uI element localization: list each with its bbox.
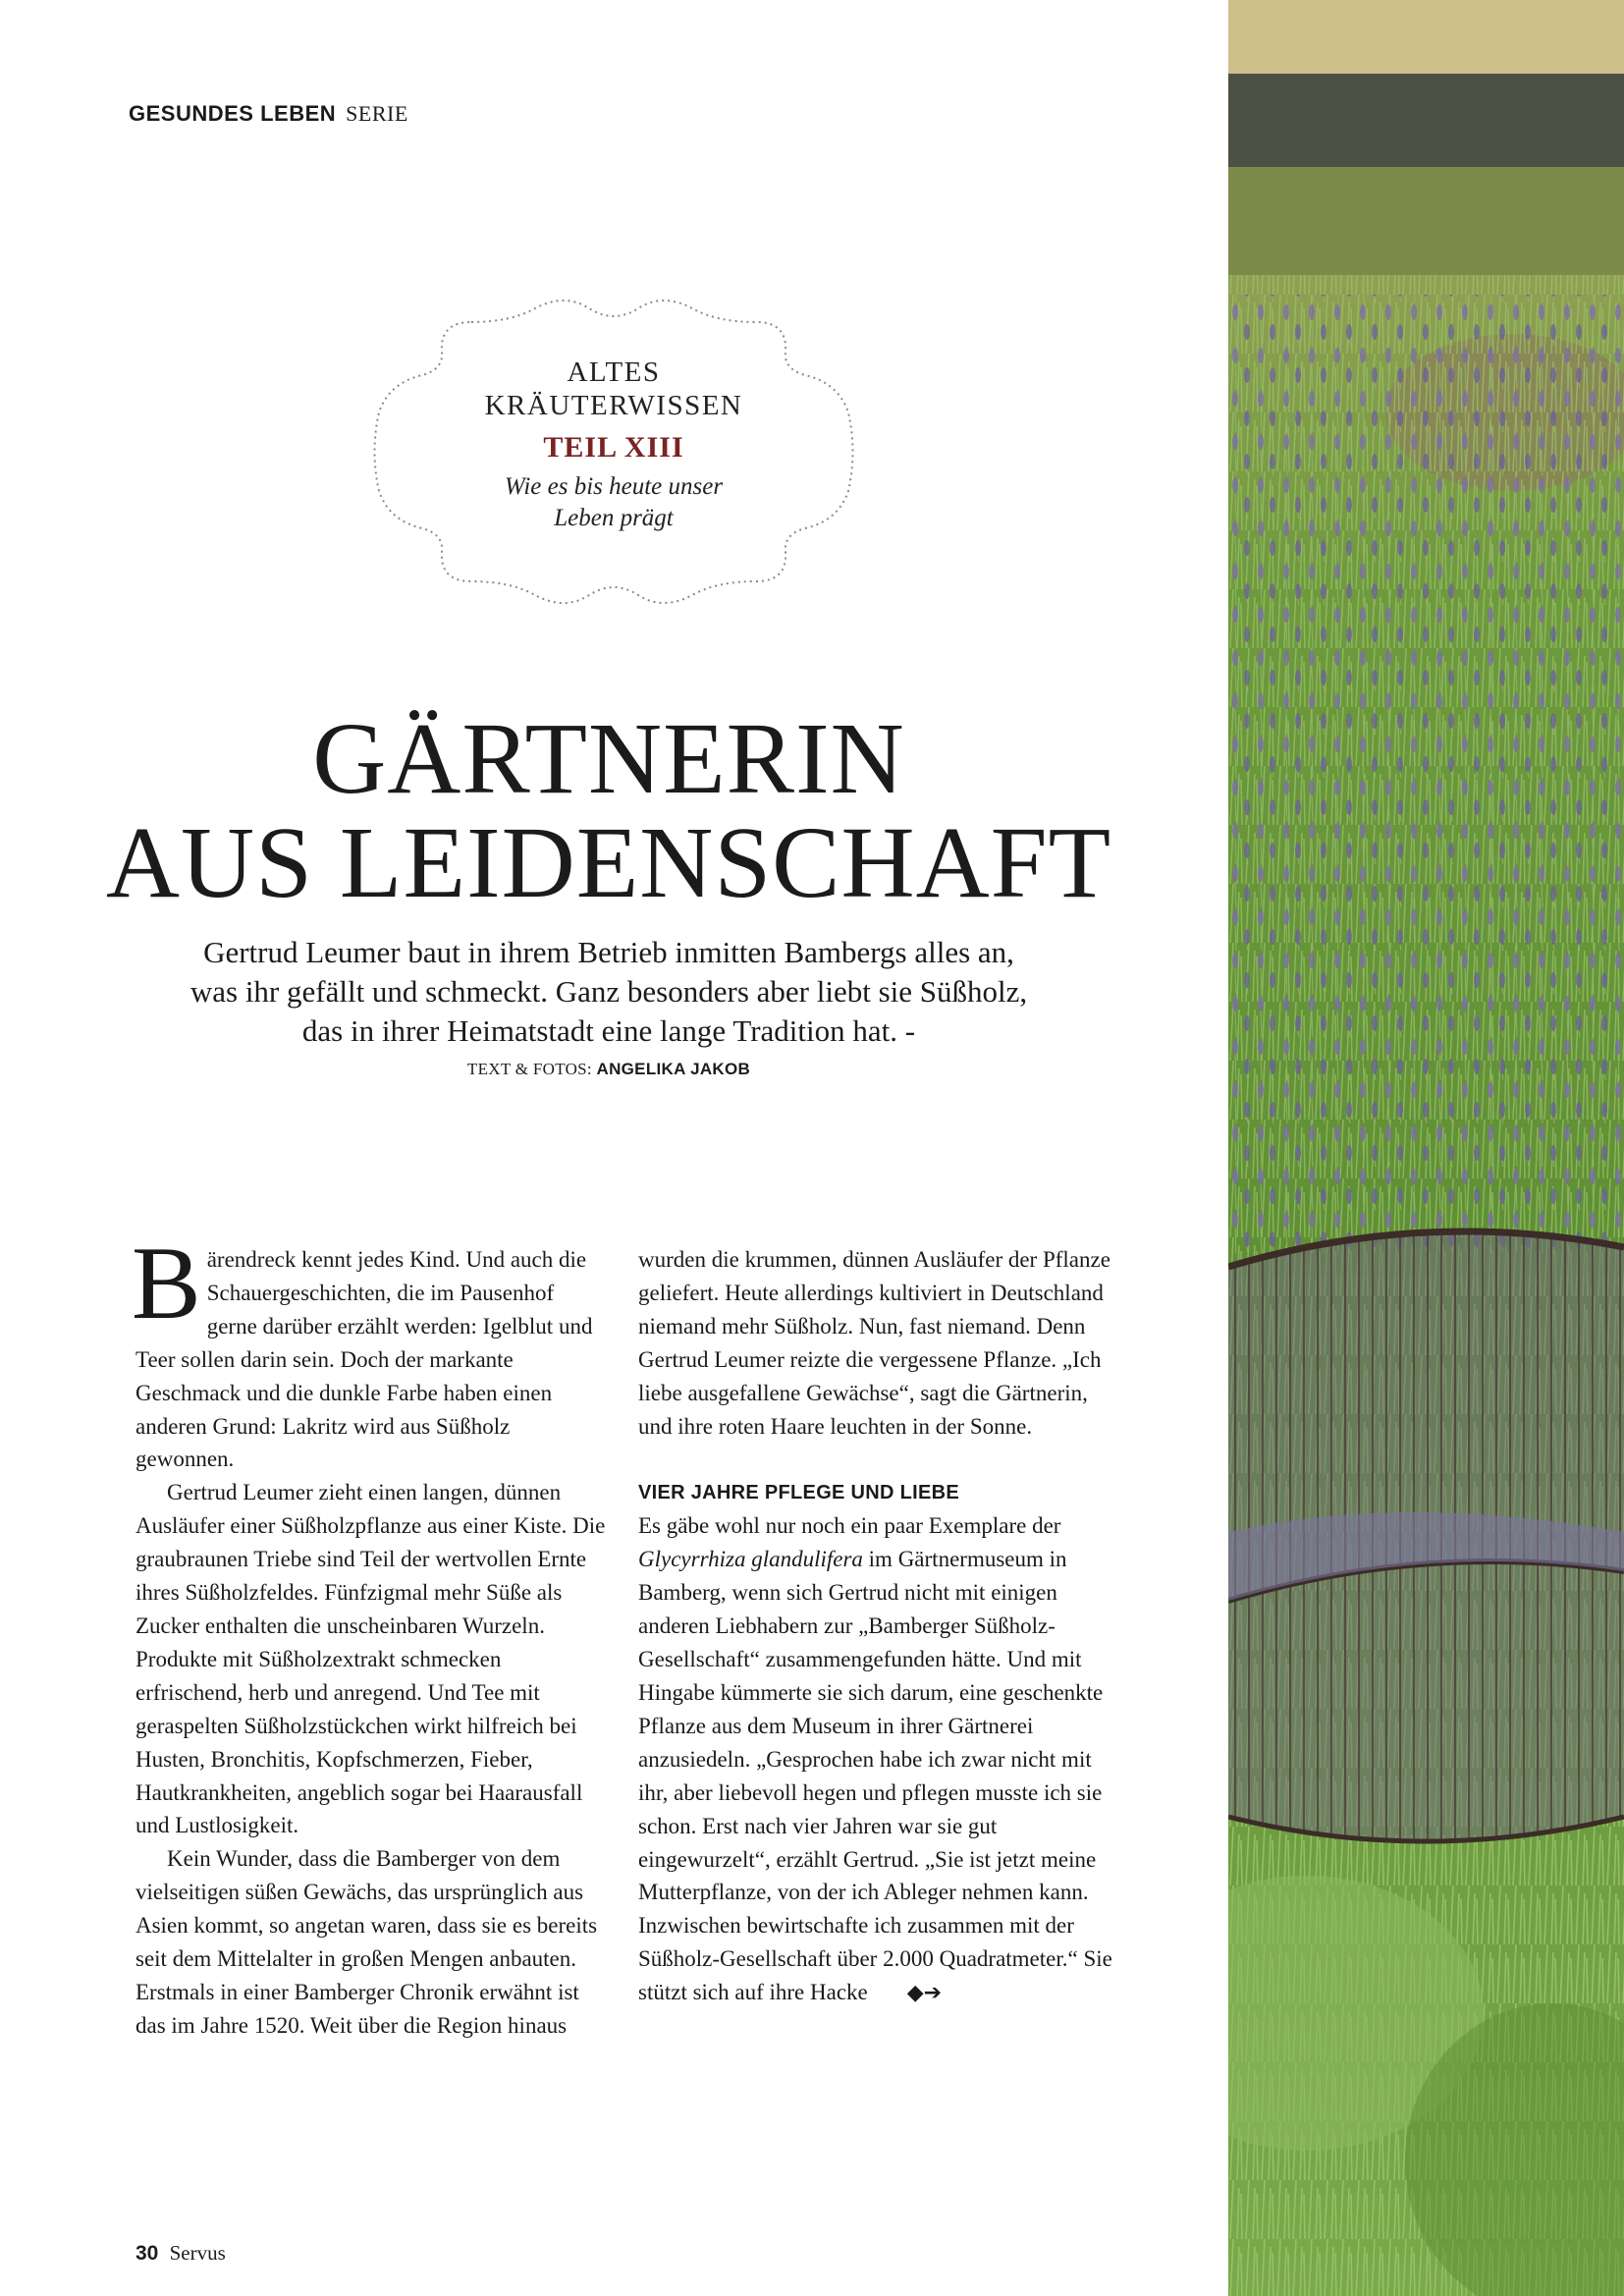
photo-illustration — [1228, 0, 1624, 2296]
page-number: 30 — [135, 2242, 159, 2265]
deck-line-3: das in ihrer Heimatstadt eine lange Tradition hat. - — [301, 1013, 916, 1048]
headline-line-2: AUS LEIDENSCHAFT — [105, 806, 1112, 919]
cartouche-subtitle-1: Wie es bis heute unser — [504, 473, 724, 500]
article-deck — [108, 933, 1110, 1051]
paragraph-1-text: ärendreck kennt jedes Kind. Und auch die Schauergeschichten, die im Pausenhof gerne darüber erzählt werden: Igelblut und Teer sollen darin sein. Doch der markante Geschmack und die dunkle Farbe haben einen anderen Grund: Lakritz wird aus Süßholz gewonnen. — [135, 1247, 593, 1472]
credit-label: TEXT & FOTOS: — [466, 1060, 592, 1078]
article-column-left — [132, 1226, 607, 2043]
series-label: SERIE — [346, 101, 408, 126]
series-cartouche — [363, 295, 864, 609]
paragraph-5 — [638, 1509, 1119, 2010]
cartouche-line-altes: ALTES — [567, 356, 661, 388]
drop-cap: B — [132, 1226, 201, 1340]
paragraph-4: wurden die krummen, dünnen Ausläufer der Pflanze geliefert. Heute allerdings kultiviert in Deutschland niemand mehr Süßholz. Nun, fast niemand. Denn Gertrud Leumer reizte die vergessene Pflanze. „Ich liebe ausgefallene Gewächse“, sagt die Gärtnerin, und ihre roten Haare leuchten in der Sonne. — [638, 1247, 1110, 1439]
deck-line-2: was ihr gefällt und schmeckt. Ganz besonders aber liebt sie Süßholz, — [189, 974, 1028, 1009]
running-head — [129, 101, 408, 127]
continue-arrow-icon: ◆➔ — [906, 1981, 943, 2006]
headline-line-1: GÄRTNERIN — [312, 702, 905, 815]
article-subhead: VIER JAHRE PFLEGE UND LIEBE — [638, 1482, 960, 1504]
credit-name: ANGELIKA JAKOB — [596, 1060, 751, 1078]
lavender-garden-photo — [1228, 0, 1624, 2296]
deck-line-1: Gertrud Leumer baut in ihrem Betrieb inmitten Bambergs alles an, — [203, 935, 1014, 969]
paragraph-5-text-a: Es gäbe wohl nur noch ein paar Exemplare der — [638, 1513, 1061, 1539]
botanical-name: Glycyrrhiza glandulifera — [638, 1547, 863, 1572]
paragraph-2: Gertrud Leumer zieht einen langen, dünnen Ausläufer einer Süßholzpflanze aus einer Kiste. Die graubraunen Triebe sind Teil der wertvollen Ernte ihres Süßholzfeldes. Fünfzigmal mehr Süße als Zucker enthalten die unscheinbaren Wurzeln. Produkte mit Süßholzextrakt schmecken erfrischend, herb und anregend. Und Tee mit geraspelten Süßholzstückchen wirkt hilfreich bei Husten, Bronchitis, Kopfschmerzen, Fieber, Hautkrankheiten, angeblich sogar bei Haarausfall und Lustlosigkeit. — [135, 1480, 606, 1838]
author-credit — [108, 1060, 1110, 1079]
article-column-right — [638, 1243, 1119, 2010]
magazine-name: Servus — [169, 2241, 226, 2265]
series-part-number: TEIL XIII — [543, 431, 684, 464]
cartouche-subtitle-2: Leben prägt — [554, 505, 674, 531]
article-headline — [88, 702, 1129, 919]
paragraph-1 — [132, 1226, 607, 1476]
cartouche-line-kraeuterwissen: KRÄUTERWISSEN — [484, 390, 743, 421]
paragraph-3: Kein Wunder, dass die Bamberger von dem vielseitigen süßen Gewächs, das ursprünglich aus Asien kommt, so angetan waren, dass sie es bereits seit dem Mittelalter in großen Mengen anbauten. Erstmals in einer Bamberger Chronik erwähnt ist das im Jahre 1520. Weit über die Region hinaus — [135, 1846, 598, 2038]
section-label: GESUNDES LEBEN — [129, 101, 337, 126]
paragraph-5-text-b: im Gärtnermuseum in Bamberg, wenn sich Gertrud nicht mit einigen anderen Liebhabern zur „Bamberger Süßholz-Gesellschaft“ zusammengefunden hätte. Und mit Hingabe kümmerte sie sich darum, eine geschenkte Pflanze aus dem Museum in ihrer Gärtnerei anzusiedeln. „Gesprochen habe ich zwar nicht mit ihr, aber liebevoll hegen und pflegen musste ich sie schon. Erst nach vier Jahren war sie gut eingewurzelt“, erzählt Gertrud. „Sie ist jetzt meine Mutterpflanze, von der ich Ableger nehmen kann. Inzwischen bewirtschafte ich zusammen mit der Süßholz-Gesellschaft über 2.000 Quadratmeter.“ Sie stützt sich auf ihre Hacke — [638, 1547, 1112, 2005]
page-footer — [135, 2241, 226, 2266]
